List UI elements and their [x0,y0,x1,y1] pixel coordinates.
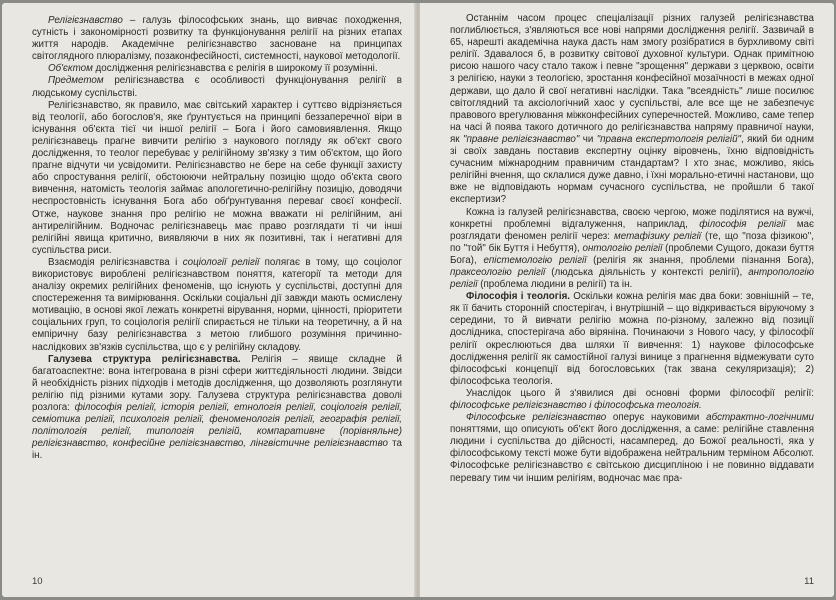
branches-paragraph: Кожна із галузей релігієзнавства, своєю чергою, може поділятися на вужчі, конкретні проблемні відгалуження, наприклад, філософія релігії має розглядати феномен релігії через: метафізику релігії (те, що "поза фізикою", по "той" бік Буття і Небуття), онтологію релігії (проблеми Сущого, докази буття Бога), епістемологію релігії (релігія як знання, проблеми пізнання Бога), праксеологію релігії (людська діяльність у контексті релігії), антропологію релігії (проблема людини в релігії) та ін. [450,206,815,291]
theology-comparison-paragraph: Релігієзнавство, як правило, має світський характер і суттєво відрізняється від теології, або богослов'я, яке ґрунтується на принципі беззаперечної віри в існування об'єкта тієї чи іншої релігії – Бога і його самовиявлення. Якщо релігієзнавець прагне вивчити релігію з наукового погляду як об'єкт свого дослідження, то теолог перебуває у релігійному зв'язку з тим об'єктом, що його прагне відчути чи усвідомити. Релігієзнавство не бере на себе функції захисту або спростування релігії, обстоюючи нейтральну позицію щодо об'єкта свого вивчення, натомість теологія займає апологетично-релігійну позицію, доводячи неспростовність існування Бога або обґрунтування переваг своєї конфесії. Отже, наукове знання про релігію не можна вважати ні релігійним, ані антирелігійним. Водночас релігієзнавець має право розглядати ті чи інші релігійні явища критично, виявляючи в них як позитивні, так і негативні для суспільства риси. [32,99,402,256]
left-page [2,3,416,597]
definition-paragraph: Релігієзнавство – галузь філософських знань, що вивчає походження, сутність і закономірності розвитку та функціонування релігії на різних етапах життя народів. Академічне релігієзнавство засноване на принципах світоглядного плюралізму, позаконфесійності, системності, наукової методології. [32,15,402,63]
term-object: Об'єктом [48,63,93,75]
philosophy-theology-paragraph: Філософія і теологія. Оскільки кожна релігія має два боки: зовнішній – те, як її бачить сторонній спостерігач, і внутрішній – що відкривається віруючому з середини, то й вивчати релігію можна по-різному, залежно від позиції дослідника, спостерігача або віряніна. Починаючи з Нового часу, у філософії релігії окреслюються два шляхи її вивчення: 1) наукове філософське дослідження релігії як самостійної галузі винице з прагнення відмежувати суто філософські концепції від богословських (так звана секуляризація); 2) філософська теологія. [450,291,815,387]
sociology-paragraph: Взаємодія релігієзнавства і соціології релігії полягає в тому, що соціолог використовує вироблені релігієзнавством поняття, категорії та методи для аналізу окремих релігійних феноменів, що існують у суспільстві, доступні для спостереження та вимірювання. Оскільки соціальні дії завжди мають осмислену мотивацію, в основі якої лежать конкретні вірування, норми, цінності, пріоритети соціальних груп, то соціологія релігії спирається не тільки на теоретичну, а й на емпіричну базу релігієзнавства з метою глибшого розуміння причинно-наслідкових зв'язків суспільства, що є у релігійну складову. [32,256,402,353]
page-number-left: 10 [32,576,43,587]
philosophical-religious-studies-paragraph: Філософське релігієзнавство оперує науковими абстрактно-логічними поняттями, що описують об'єкт його дослідження, а саме: релігійне ставлення людини і суспільства до дійсності, насамперед, до Божої реальності, яка у філософському тексті може бути відображена нейтральним терміном Абсолют. Філософське релігієзнавство є світською дисципліною і не повинно віддавати перевагу тим чи іншим релігіям, водночас має пра- [450,412,815,484]
term-religious-studies: Релігієзнавство [48,15,123,26]
branch-structure-paragraph: Галузева структура релігієзнавства. Релігія – явище складне й багатоаспектне: вона інтегрована в різні сфери життєдіяльності людини. Звідси й необхідність різних підходів і методів дослідження, що дозволяють розглянути релігію під різними кутами зору. Галузева структура релігієзнавства доволі розлога: філософія релігії, історія релігії, етнологія релігії, соціологія релігії, семіотика релігії, психологія релігії, феноменологія релігії, географія релігії, політологія релігії, типологія релігій, компаративне (порівняльне) релігієзнавство, конфесійне релігієзнавство, лінгвістичне релігієзнавство та ін. [32,353,402,462]
specialization-paragraph: Останнім часом процес спеціалізації різних галузей релігієзнавства поглиблюється, з'являються все нові напрями дослідження релігії. Зазвичай в 65, нарешті академічна наука дасть нам змогу розібратися в бурхливому світі релігії. Здавалося б, в розвитку світової духовної культури. Однак примітною рисою нашого часу стало також і певне "зрощення" держави з церквою, освіти з релігією, науки з теологією, зростання конфесійної мозаїчності в межах одної держави, що дало й свої негативні наслідки. Така "всеядність" лише посилює світоглядний та аксіологічний хаос у суспільстві, але все ще не забезпечує правового врегулювання міжконфесійних суперечностей. Можливо, саме тепер на часі й поява такого дотичного до релігієзнавства напряму правничої науки, як "правне релігієзнавство" чи "правна експертологія релігій", який би одним зі своїх завдань поставив експертну оцінку віровчень, їхню відповідність сучасним міжнародним правничим стандартам? І хто знає, можливо, якісь релігійні вчення, що склалися дуже давно, і їхні морально-етичні настанови, що вже не відповідають нормам сучасного суспільства, не пройшли б такої експертизи? [450,13,814,206]
object-paragraph: Об'єктом дослідження релігієзнавства є релігія в широкому її розумінні. [48,63,378,75]
section-heading-philosophy-theology: Філософія і теологія. [466,291,571,303]
term-subject: Предметом [48,75,104,87]
subject-paragraph: Предметом релігієзнавства є особливості функціонування релігії в людському суспільстві. [32,75,402,99]
two-forms-paragraph: Унаслідок цього й з'явилися дві основні форми філософії релігії: філософське релігієзнавство і філософська теологія. [450,387,814,411]
right-page [420,3,834,597]
section-heading-branch-structure: Галузева структура релігієзнавства. [48,353,241,365]
page-number-right: 11 [804,576,814,587]
